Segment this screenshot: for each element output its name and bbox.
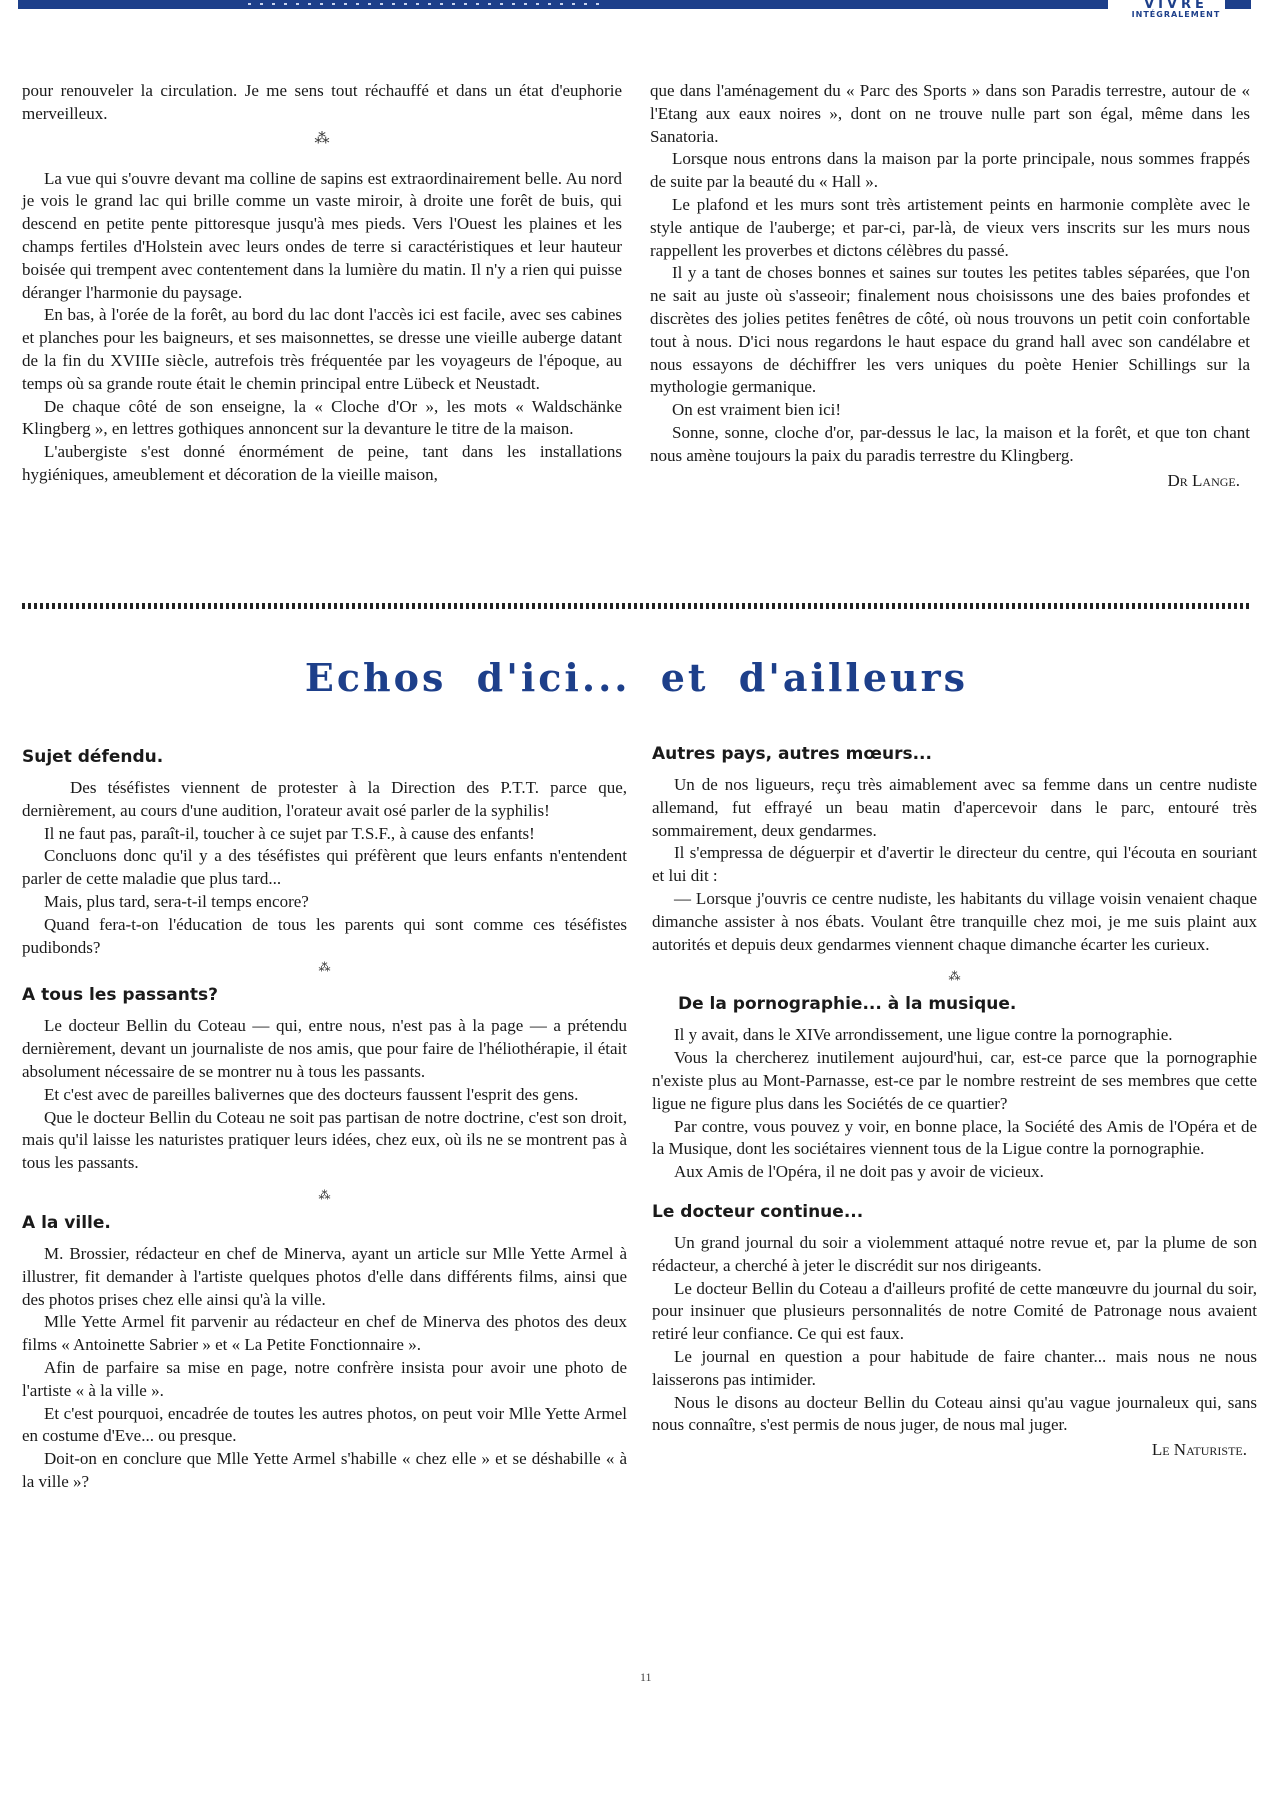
magazine-logo [1101,0,1251,20]
echo-paragraph: Mais, plus tard, sera-t-il temps encore? [44,891,309,911]
echo-paragraph: Le docteur Bellin du Coteau a d'ailleurs profité de cette manœuvre du journal du soir, pour insinuer que plusieurs personnalités de notre Comité de Patronage nous avaient retiré leur confiance. Ce qui est faux. [652,1278,1257,1344]
echo-paragraph: Le journal en question a pour habitude de faire chanter... mais nous ne nous laisserons pas intimider. [652,1346,1257,1389]
echo-paragraph: Vous la chercherez inutilement aujourd'hui, car, est-ce parce que la pornographie n'existe plus au Mont-Parnasse, est-ce par le nombre restreint de ses membres que cette ligue ne figure plus dans les Sociétés de ce quartier? [652,1048,1257,1113]
article-paragraph: Lorsque nous entrons dans la maison par la porte principale, nous sommes frappés de suite par la beauté du « Hall ». [650,149,1250,192]
echo-paragraph: Un grand journal du soir a violemment attaqué notre revue et, par la plume de son rédacteur, a cherché à jeter le discrédit sur nos dirigeants. [652,1232,1257,1275]
article-signature: Dr Lange. [1167,470,1240,490]
article-paragraph: De chaque côté de son enseigne, la « Cloche d'Or », les mots « Waldschänke Klingberg », en lettres gothiques annoncent sur la devanture le titre de la maison. [22,396,622,439]
header-rule [18,0,1108,9]
echo-item-sujet-defendu [22,745,627,959]
echo-paragraph: Il ne faut pas, paraît-il, toucher à ce sujet par T.S.F., à cause des enfants! [44,823,535,843]
echo-paragraph: Le docteur Bellin du Coteau — qui, entre nous, n'est pas à la page — a prétendu dernièrement, devant un journaliste de nos amis, que pour faire de l'héliothérapie, il était absolument nécessaire de se montrer nu à tous les passants. [22,1016,627,1081]
echo-signature: Le Naturiste. [1151,1440,1247,1460]
article-paragraph: On est vraiment bien ici! [672,400,842,420]
logo-subtitle: INTÉGRALEMENT [1131,10,1221,19]
echo-paragraph: Il s'empressa de déguerpir et d'avertir le directeur du centre, qui l'écouta en souriant et lui dit : [652,843,1257,886]
echo-title: De la pornographie... à la musique. [678,994,1017,1015]
article-paragraph: Il y a tant de choses bonnes et saines sur toutes les petites tables séparées, que l'on ne sait au juste où s'asseoir; finalement nous choisissons une des baies profondes et discrètes des jolies petites fenêtres de côté, où nous trouvons un petit coin confortable tout à nous. D'ici nous regardons le haut espace du grand hall avec son candélabre et nous essayons de déchiffrer les vers uniques du poète Henier Schillings sur la mythologie germanique. [650,263,1250,397]
echo-item-autres-pays [652,742,1257,956]
logo-flag [1225,0,1251,9]
echo-paragraph: Des téséfistes viennent de protester à la Direction des P.T.T. parce que, dernièrement, au cours d'une audition, l'orateur avait osé parler de la syphilis! [22,778,627,820]
article-paragraph: En bas, à l'orée de la forêt, au bord du lac dont l'accès ici est facile, avec ses cabines et planches pour les baigneurs, et ses maisonnettes, se dresse une vieille auberge datant de la fin du XVIIIe siècle, autrefois très fréquentée par les voyageurs de l'époque, au temps où sa grande route était le chemin principal entre Lübeck et Neustadt. [22,305,622,393]
asterism-ornament: ⁂ [318,1187,331,1202]
echo-paragraph: — Lorsque j'ouvris ce centre nudiste, les habitants du village voisin venaient chaque dimanche assister à nos ébats. Voulant être tranquille chez moi, je me suis plaint aux autorités et depuis deux gendarmes viennent chaque dimanche écarter les curieux. [652,888,1257,954]
echo-paragraph: Un de nos ligueurs, reçu très aimablement avec sa femme dans un centre nudiste allemand, fut effrayé un beau matin d'apercevoir dans le parc, entouré très sommairement, deux gendarmes. [652,775,1257,840]
echos-left-column [22,745,627,1494]
echo-item-a-la-ville [22,1211,627,1494]
echo-title: Autres pays, autres mœurs... [652,744,932,764]
echo-paragraph: Il y avait, dans le XIVe arrondissement, une ligue contre la pornographie. [674,1025,1173,1045]
echo-paragraph: Quand fera-t-on l'éducation de tous les parents qui sont comme ces téséfistes pudibonds? [22,914,627,957]
echo-title: A tous les passants? [22,985,218,1006]
top-article-right-column [650,80,1250,492]
echo-paragraph: Mlle Yette Armel fit parvenir au rédacteur en chef de Minerva des photos des deux films « Antoinette Sabrier » et « La Petite Fonctionnaire ». [22,1312,627,1355]
echo-paragraph: Doit-on en conclure que Mlle Yette Armel s'habille « chez elle » et se déshabille « à la ville »? [22,1449,627,1491]
logo-title: VIVRE [1119,0,1233,9]
header-rule-dots [248,3,608,5]
echo-paragraph: Aux Amis de l'Opéra, il ne doit pas y avoir de vicieux. [674,1162,1044,1182]
echo-paragraph: M. Brossier, rédacteur en chef de Minerva, ayant un article sur Mlle Yette Armel à illustrer, fit demander à l'artiste quelques photos d'elle dans différents films, ainsi que des photos prises chez elle ainsi qu'à la ville. [22,1243,627,1309]
echo-paragraph: Et c'est pourquoi, encadrée de toutes les autres photos, on peut voir Mlle Yette Armel en costume d'Eve... ou presque. [22,1403,627,1446]
echo-paragraph: Que le docteur Bellin du Coteau ne soit pas partisan de notre doctrine, c'est son droit, mais qu'il laisse les naturistes pratiquer leurs idées, chez eux, où ils ne se montrent pas à tous les passants. [22,1107,627,1173]
article-paragraph: Sonne, sonne, cloche d'or, par-dessus le lac, la maison et la forêt, et que ton chant nous amène toujours la paix du paradis terrestre du Klingberg. [650,422,1250,465]
article-paragraph: L'aubergiste s'est donné énormément de peine, tant dans les installations hygiéniques, ameublement et décoration de la vieille maison, [22,442,622,484]
article-paragraph: que dans l'aménagement du « Parc des Sports » dans son Paradis terrestre, autour de « l'Etang aux eaux noires », dont on ne trouve nulle part son égal, même dans les Sanatoria. [650,81,1250,146]
echo-item-le-docteur-continue [652,1200,1257,1462]
asterism-ornament: ⁂ [948,969,961,984]
echo-paragraph: Afin de parfaire sa mise en page, notre confrère insista pour avoir une photo de l'artiste « à la ville ». [22,1357,627,1400]
echo-paragraph: Concluons donc qu'il y a des téséfistes qui préfèrent que leurs enfants n'entendent parler de cette maladie que plus tard... [22,846,627,889]
article-paragraph: Le plafond et les murs sont très artistement peints en harmonie complète avec le style antique de l'auberge; et par-ci, par-là, de vieux vers inscrits sur les murs nous rappellent les proverbes et dictons célèbres du passé. [650,194,1250,260]
asterism-ornament: ⁂ [314,130,330,147]
asterism-ornament: ⁂ [318,960,331,975]
spacer [652,1184,1257,1200]
article-paragraph: La vue qui s'ouvre devant ma colline de sapins est extraordinairement belle. Au nord je vois le grand lac qui brille comme un vaste miroir, à droite une forêt de buis, qui descend en petite pente pittoresque jusqu'à mes pieds. Vers l'Ouest les plaines et les champs fertiles d'Holstein avec leurs ondes de terre si caractéristiques et leur hauteur boisée qui trempent avec contentement dans la lumière du matin. Il n'y a rien qui puisse déranger l'harmonie du paysage. [22,168,622,302]
echo-paragraph: Nous le disons au docteur Bellin du Coteau ainsi qu'au vague journaleux qui, sans nous connaître, s'est permis de nous juger, de nous mal juger. [652,1392,1257,1435]
echo-title: A la ville. [22,1212,111,1233]
echo-title: Le docteur continue... [652,1201,864,1222]
echo-paragraph: Et c'est avec de pareilles balivernes que des docteurs faussent l'esprit des gens. [44,1084,579,1104]
echo-paragraph: Par contre, vous pouvez y voir, en bonne place, la Société des Amis de l'Opéra et de la Musique, dont les sociétaires viennent tous de la Ligue contre la pornographie. [652,1116,1257,1159]
section-divider [22,603,1252,609]
echo-item-a-tous-les-passants [22,983,627,1175]
top-article-left-column [22,80,622,487]
page-number: 11 [640,1670,652,1684]
section-banner-title: Echos d'ici... et d'ailleurs [304,655,969,700]
article-paragraph: pour renouveler la circulation. Je me sens tout réchauffé et dans un état d'euphorie merveilleux. [22,81,622,123]
echo-item-pornographie-musique [652,992,1257,1184]
echos-right-column [652,742,1257,1462]
echo-title: Sujet défendu. [22,747,164,767]
